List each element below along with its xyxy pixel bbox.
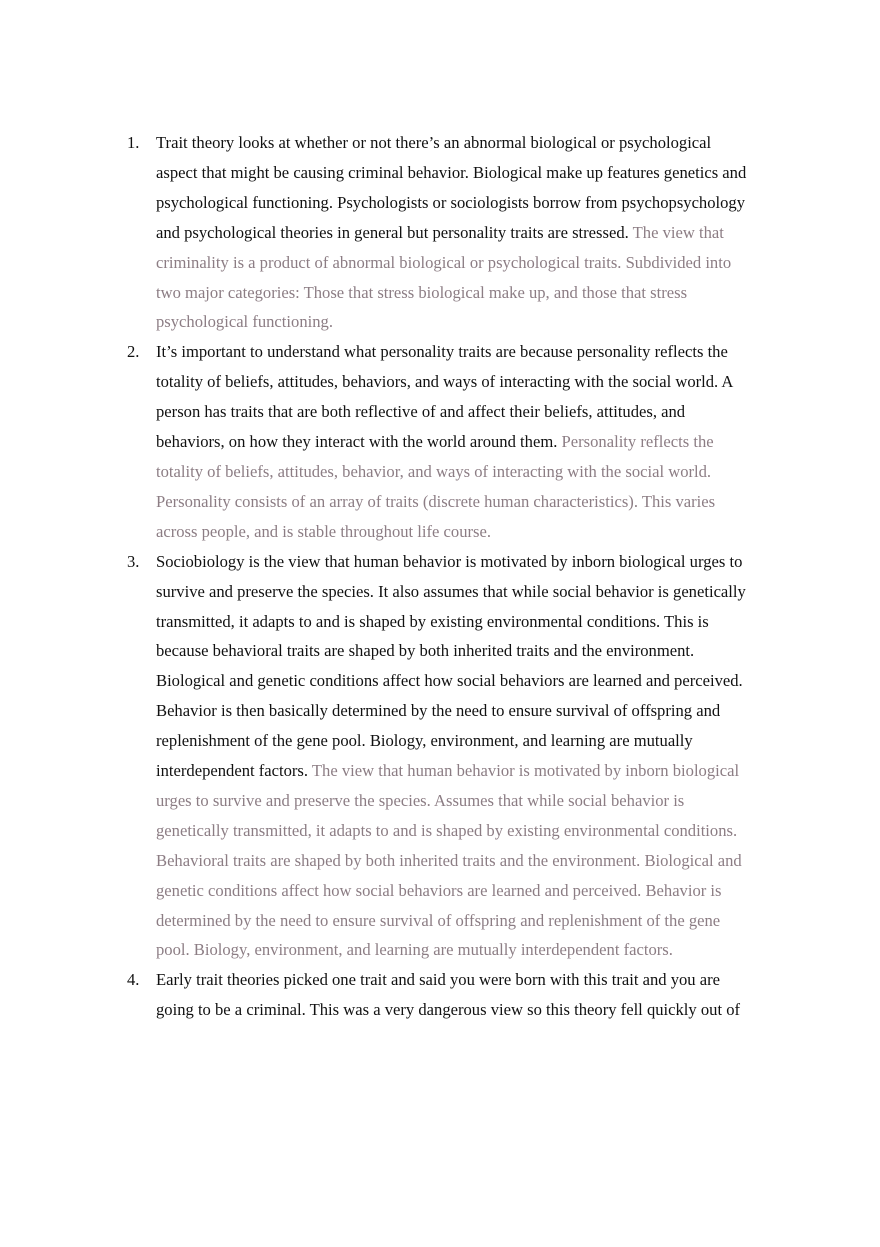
list-item: [127, 547, 749, 966]
list-number: 3.: [127, 551, 140, 571]
list-number: 2.: [127, 342, 140, 362]
list-item: [127, 965, 749, 1025]
item-text: Early trait theories picked one trait and said you were born with this trait and you are going to be a criminal. This was a very dangerous view so this theory fell quickly out of: [156, 970, 741, 1020]
numbered-list: [127, 128, 749, 1025]
item-text: Trait theory looks at whether or not there’s an abnormal biological or psychological aspect that might be causing criminal behavior. Biological make up features genetics and psychological functioning. Psychologists or sociologists borrow from psychopsychology and psychological theories in general but personality traits are stressed.: [156, 133, 747, 242]
list-item: [127, 128, 749, 337]
item-note: The view that human behavior is motivated by inborn biological urges to survive and preserve the species. Assumes that while social behavior is genetically transmitted, it adapts to and is shaped by existing environmental conditions. Behavioral traits are shaped by both inherited traits and the environment. Biological and genetic conditions affect how social behaviors are learned and perceived. Behavior is determined by the need to ensure survival of offspring and replenishment of the gene pool. Biology, environment, and learning are mutually interdependent factors.: [156, 761, 742, 960]
item-text: It’s important to understand what personality traits are because personality reflects the totality of beliefs, attitudes, behaviors, and ways of interacting with the social world. A person has traits that are both reflective of and affect their beliefs, attitudes, and behaviors, on how they interact with the world around them.: [156, 342, 733, 452]
item-text: Sociobiology is the view that human behavior is motivated by inborn biological urges to survive and preserve the species. It also assumes that while social behavior is genetically transmitted, it adapts to and is shaped by existing environmental conditions. This is because behavioral traits are shaped by both inherited traits and the environment. Biological and genetic conditions affect how social behaviors are learned and perceived. Behavior is then basically determined by the need to ensure survival of offspring and replenishment of the gene pool. Biology, environment, and learning are mutually interdependent factors.: [156, 551, 746, 781]
list-number: 4.: [127, 970, 140, 990]
item-note: The view that criminality is a product of abnormal biological or psychological traits. Subdivided into two major categories: Those that stress biological make up, and those that stress psychological functioning.: [156, 222, 732, 332]
item-note: Personality reflects the totality of beliefs, attitudes, behavior, and ways of interacting with the social world. Personality consists of an array of traits (discrete human characteristics). This varies across people, and is stable throughout life course.: [156, 432, 716, 541]
list-number: 1.: [127, 133, 140, 152]
list-item: [127, 337, 749, 546]
